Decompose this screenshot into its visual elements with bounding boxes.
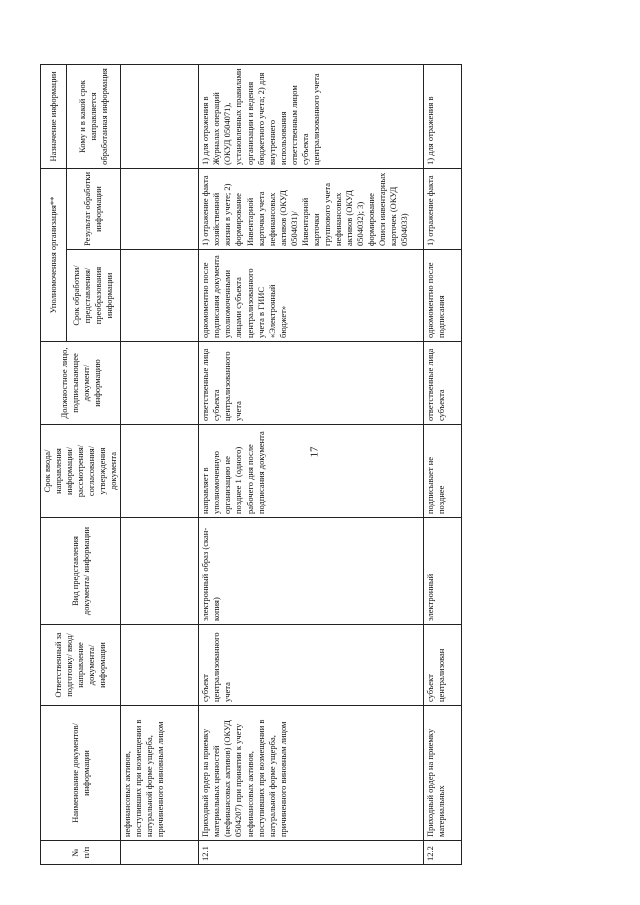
cell-view: электронный образ (скан-копия) xyxy=(199,518,424,625)
header-name: Наименование документов/информации xyxy=(41,706,121,841)
cell-official: ответственные лица субъекта xyxy=(424,342,462,425)
header-recipient: Кому и в какой срок направляется обработанная информация xyxy=(66,64,121,168)
cell-processing-term: одномоментно после подписания xyxy=(424,250,462,342)
header-official: Должностное лицо, подписывающее документ/ информацию xyxy=(41,342,121,425)
header-responsible: Ответственный за подготовку/ ввод/ направление документа/ информации xyxy=(41,625,121,706)
header-result: Результат обработки информации xyxy=(66,168,121,249)
cell-num: 12.1 xyxy=(199,841,424,865)
cell-official xyxy=(121,342,199,425)
cell-recipient: 1) для отражения в Журналах операций (ОКУД 0504071), установленных правилами организации и ведения бюджетного учета; 2) для внутреннего использования ответственным лицом субъекта централизованного учета xyxy=(199,64,424,168)
rotated-table-wrapper xyxy=(40,65,530,865)
cell-num: 12.2 xyxy=(424,841,462,865)
header-processing-term: Срок обработки/ представления/ преобразования информации xyxy=(66,250,121,342)
cell-name: Приходный ордер на приемку материальных ценностей (нефинансовых активов) (ОКУД 0504207) при принятии к учету нефинансовых активов, поступивших при возмещении в натуральной форме ущерба, причиненного виновным лицом xyxy=(199,706,424,841)
cell-processing-term: одномоментно после подписания документа уполномоченными лицами субъекта централизованного учета в ГИИС «Электронный бюджет» xyxy=(199,250,424,342)
header-term: Срок ввода/ направления информации/ рассмотрения/ согласования/ утверждения документа xyxy=(41,425,121,518)
header-purpose: Назначение информации xyxy=(41,64,67,168)
cell-responsible: субъект централизован xyxy=(424,625,462,706)
cell-official: ответственные лица субъекта централизованного учета xyxy=(199,342,424,425)
cell-term: направляет в уполномоченную организацию не позднее 1 (одного) рабочего дня после подписания документа xyxy=(199,425,424,518)
header-authorized-organization: Уполномоченная организация** xyxy=(41,168,67,341)
cell-responsible: субъект централизованного учета xyxy=(199,625,424,706)
cell-recipient: 1) для отражения в xyxy=(424,64,462,168)
cell-view: электронный xyxy=(424,518,462,625)
cell-term: подписывает не позднее xyxy=(424,425,462,518)
cell-term xyxy=(121,425,199,518)
header-num: № п/п xyxy=(41,841,121,865)
cell-num xyxy=(121,841,199,865)
cell-result: 1) отражение факта xyxy=(424,168,462,249)
cell-recipient xyxy=(121,64,199,168)
cell-name: нефинансовых активов, поступивших при возмещении в натуральной форме ущерба, причиненного виновным лицом xyxy=(121,706,199,841)
cell-processing-term xyxy=(121,250,199,342)
cell-result xyxy=(121,168,199,249)
table-row xyxy=(121,64,199,864)
table-row xyxy=(199,64,424,864)
cell-result: 1) отражение факта хозяйственной жизни в учете; 2) формирование Инвентарной карточки учета нефинансовых активов (ОКУД 0504031)/Инвентарной карточки группового учета нефинансовых активов (ОКУД 0504032); 3) формирование Описи инвентарных карточек (ОКУД 0504033) xyxy=(199,168,424,249)
cell-view xyxy=(121,518,199,625)
cell-name: Приходный ордер на приемку материальных xyxy=(424,706,462,841)
page-number: 17 xyxy=(308,446,321,458)
document-table xyxy=(40,64,462,865)
table-row xyxy=(424,64,462,864)
cell-responsible xyxy=(121,625,199,706)
header-view: Вид представления документа/ информации xyxy=(41,518,121,625)
